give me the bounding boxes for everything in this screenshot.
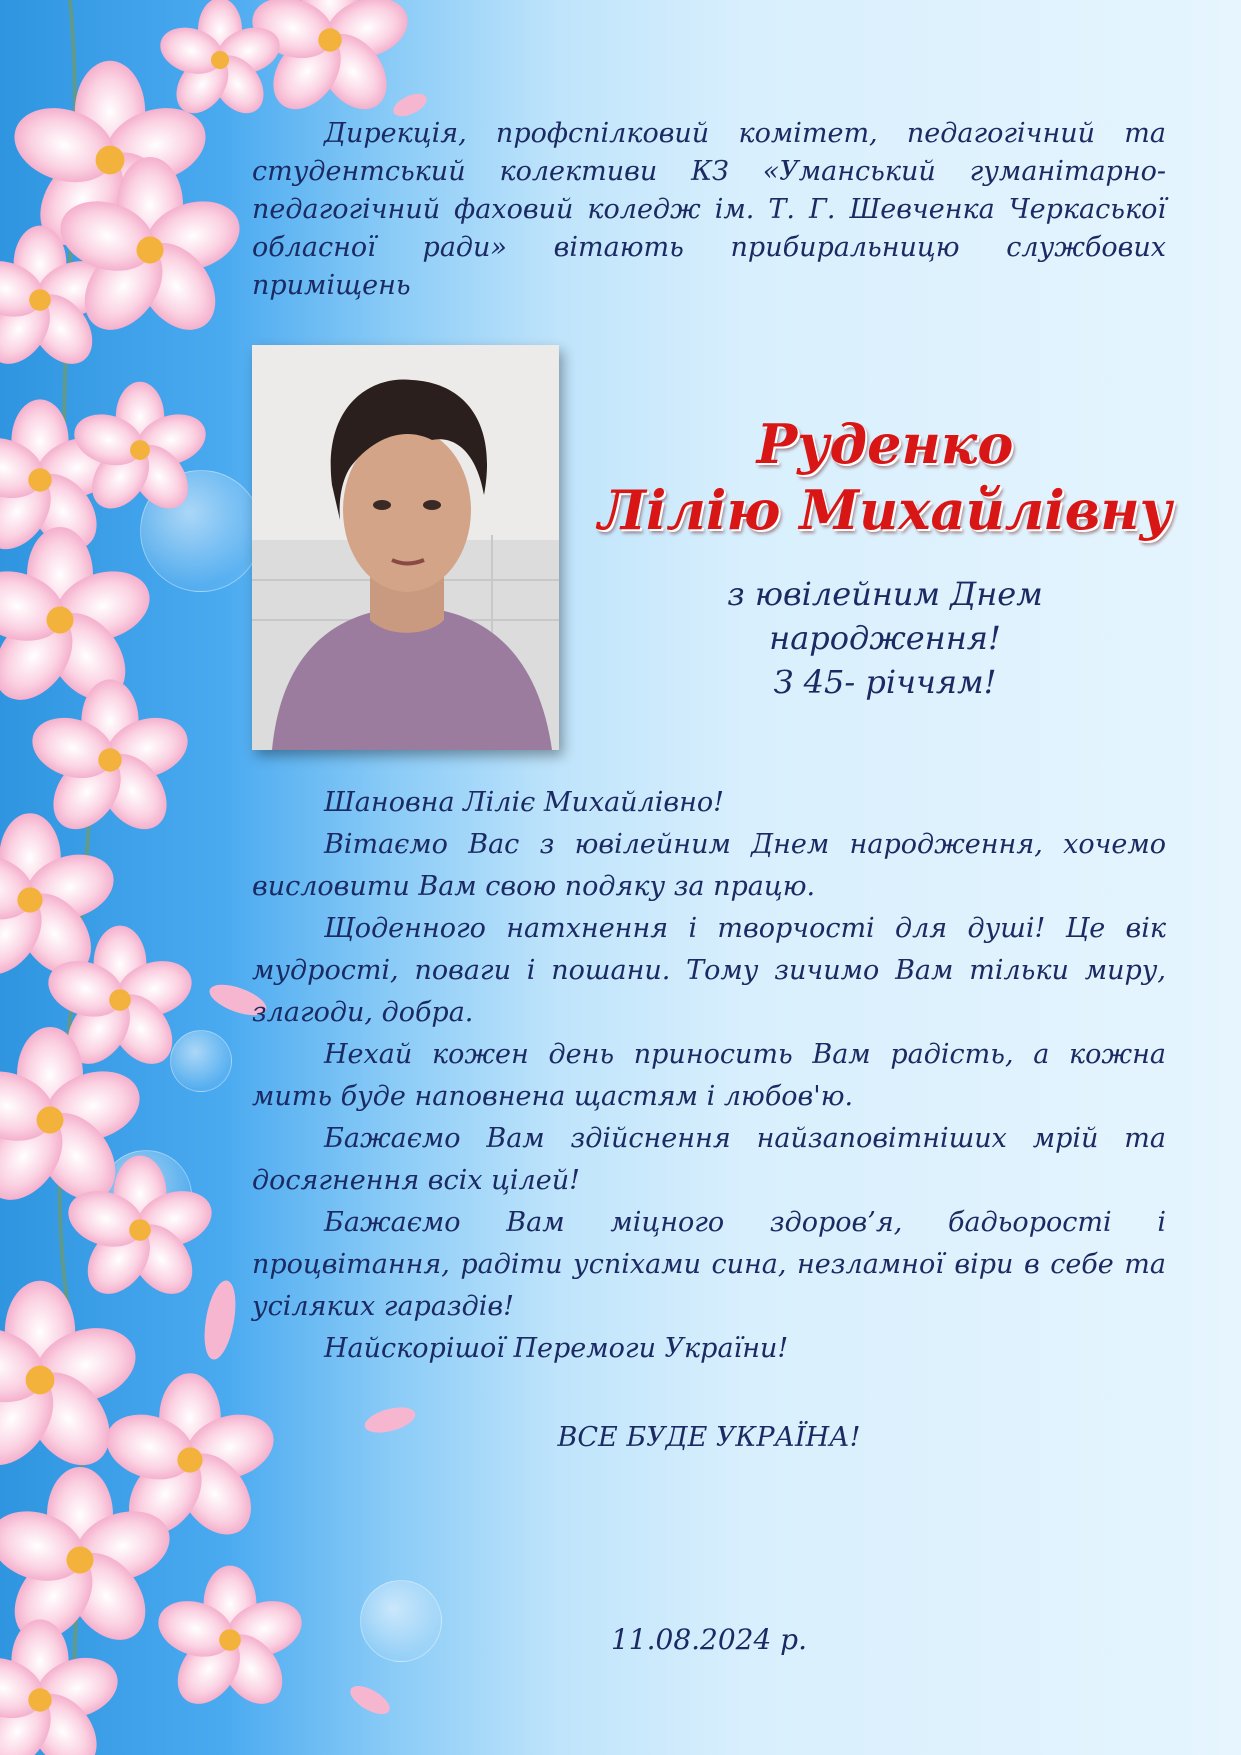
intro-paragraph: Дирекція, профспілковий комітет, педагогічний та студентський колективи КЗ «Уманський гуманітарно-педагогічний фаховий коледж ім. Т. Г. Шевченка Черкаської обласної ради» вітають прибиральницю службових приміщень	[252, 118, 1166, 301]
greeting-line: З 45- річчям!	[773, 663, 997, 701]
letter-paragraph: Вітаємо Вас з ювілейним Днем народження, хочемо висловити Вам свою подяку за працю.	[252, 829, 1166, 902]
letter-paragraph: Бажаємо Вам міцного здоров’я, бадьорості і процвітання, радіти успіхами сина, незламної віри в себе та усіляких гараздів!	[252, 1207, 1166, 1322]
portrait-photo	[252, 345, 559, 750]
jubilee-greeting	[640, 572, 1130, 704]
letter-paragraph: Найскорішої Перемоги України!	[324, 1333, 789, 1364]
honoree-surname: Руденко	[756, 412, 1014, 476]
greeting-line: народження!	[769, 619, 1001, 657]
document-date: 11.08.2024 р.	[610, 1623, 808, 1656]
letter-paragraph: Нехай кожен день приносить Вам радість, а кожна мить буде наповнена щастям і любов'ю.	[252, 1039, 1166, 1112]
letter-salutation: Шановна Ліліє Михайлівно!	[324, 787, 725, 818]
greeting-line: з ювілейним Днем	[727, 575, 1043, 613]
letter-paragraph: Щоденного натхнення і творчості для душі! Це вік мудрості, поваги і пошани. Тому зичимо Вам тільки миру, злагоди, добра.	[252, 913, 1166, 1028]
slogan: ВСЕ БУДЕ УКРАЇНА!	[557, 1422, 861, 1453]
honoree-given-name: Лілію Михайлівну	[598, 478, 1172, 542]
letter-paragraph: Бажаємо Вам здійснення найзаповітніших мрій та досягнення всіх цілей!	[252, 1123, 1166, 1196]
congratulation-letter	[252, 782, 1166, 1370]
